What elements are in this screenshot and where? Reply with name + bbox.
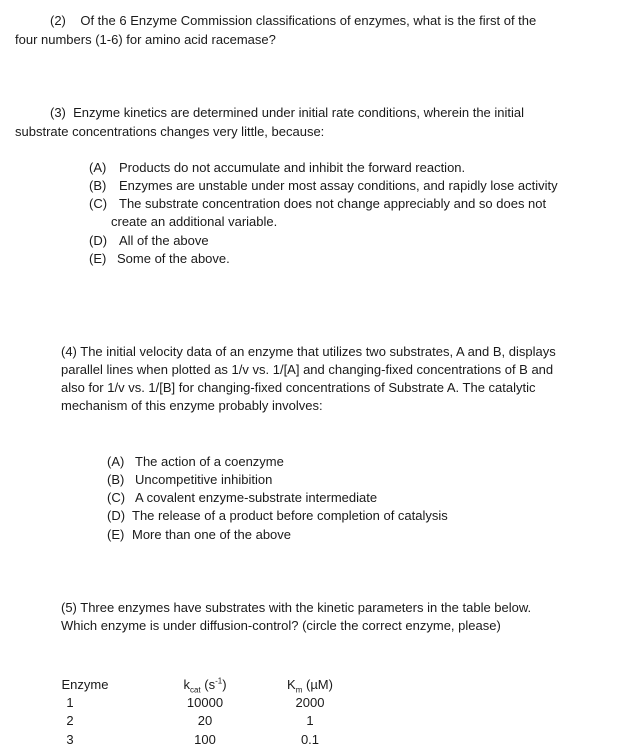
option-label: (A) — [107, 454, 125, 469]
question-3-option-c[interactable] — [89, 195, 546, 213]
question-4-line-2: parallel lines when plotted as 1/v vs. 1/[A] and changing-fixed concentrations of B and — [61, 362, 554, 377]
option-text: More than one of the above — [132, 527, 292, 542]
header-enzyme: Enzyme — [61, 677, 109, 692]
question-3-number: (3) — [50, 105, 66, 120]
option-text: All of the above — [119, 233, 209, 248]
question-4-option-d[interactable] — [107, 507, 448, 525]
option-text: Products do not accumulate and inhibit the forward reaction. — [119, 160, 466, 175]
question-3-line-1 — [50, 104, 524, 122]
row-3-enzyme[interactable]: 3 — [66, 732, 74, 747]
km-unit: (µM) — [302, 677, 333, 692]
question-4-line-3: also for 1/v vs. 1/[B] for changing-fixed concentrations of Substrate A. The catalytic — [61, 380, 536, 395]
question-3-option-a[interactable] — [89, 159, 465, 177]
km-subscript: m — [295, 685, 303, 695]
row-1-enzyme[interactable]: 1 — [66, 695, 74, 710]
kcat-subscript: cat — [189, 685, 201, 695]
question-3-line-2: substrate concentrations changes very little, because: — [15, 124, 325, 139]
question-4-option-e[interactable] — [107, 526, 291, 544]
option-text: A covalent enzyme-substrate intermediate — [135, 490, 378, 505]
km-symbol: K — [287, 677, 296, 692]
question-2-text-1: Of the 6 Enzyme Commission classifications of enzymes, what is the first of the — [80, 13, 537, 28]
option-text: The substrate concentration does not change appreciably and so does not — [119, 196, 547, 211]
kcat-unit: (s — [200, 677, 216, 692]
row-1-km: 2000 — [295, 695, 325, 710]
option-label: (D) — [89, 233, 108, 248]
option-text: Uncompetitive inhibition — [135, 472, 273, 487]
question-2-line-2: four numbers (1-6) for amino acid racemase? — [15, 32, 276, 47]
option-label: (E) — [89, 251, 107, 266]
option-label: (E) — [107, 527, 125, 542]
header-kcat — [165, 676, 245, 694]
question-2-line-1 — [50, 12, 536, 30]
option-label: (B) — [107, 472, 125, 487]
question-3-option-d[interactable] — [89, 232, 209, 250]
option-text: The action of a coenzyme — [135, 454, 284, 469]
question-4-line-1: (4) The initial velocity data of an enzyme that utilizes two substrates, A and B, displays — [61, 344, 556, 359]
kcat-symbol: k — [183, 677, 190, 692]
option-label: (D) — [107, 508, 126, 523]
question-4-option-a[interactable] — [107, 453, 284, 471]
question-3-option-b[interactable] — [89, 177, 558, 195]
row-2-kcat: 20 — [197, 713, 213, 728]
header-km — [270, 676, 350, 694]
row-1-kcat: 10000 — [186, 695, 224, 710]
question-4-option-c[interactable] — [107, 489, 377, 507]
option-label: (B) — [89, 178, 107, 193]
kcat-superscript: -1 — [215, 676, 223, 686]
question-4-option-b[interactable] — [107, 471, 272, 489]
question-3-text-1: Enzyme kinetics are determined under initial rate conditions, wherein the initial — [73, 105, 525, 120]
question-3-option-e[interactable] — [89, 250, 230, 268]
question-5-line-2: Which enzyme is under diffusion-control? (circle the correct enzyme, please) — [61, 618, 501, 633]
option-text: Some of the above. — [117, 251, 230, 266]
option-label: (C) — [89, 196, 108, 211]
question-2-number: (2) — [50, 13, 66, 28]
question-4-line-4: mechanism of this enzyme probably involves: — [61, 398, 323, 413]
question-3-option-c-continued: create an additional variable. — [111, 214, 278, 229]
row-3-kcat: 100 — [194, 732, 216, 747]
option-text: Enzymes are unstable under most assay conditions, and rapidly lose activity — [119, 178, 558, 193]
question-5-line-1: (5) Three enzymes have substrates with the kinetic parameters in the table below. — [61, 600, 532, 615]
option-text: The release of a product before completion of catalysis — [132, 508, 448, 523]
row-2-enzyme[interactable]: 2 — [66, 713, 74, 728]
row-3-km: 0.1 — [300, 732, 320, 747]
kcat-unit-close: ) — [222, 677, 227, 692]
option-label: (C) — [107, 490, 126, 505]
row-2-km: 1 — [306, 713, 314, 728]
option-label: (A) — [89, 160, 107, 175]
